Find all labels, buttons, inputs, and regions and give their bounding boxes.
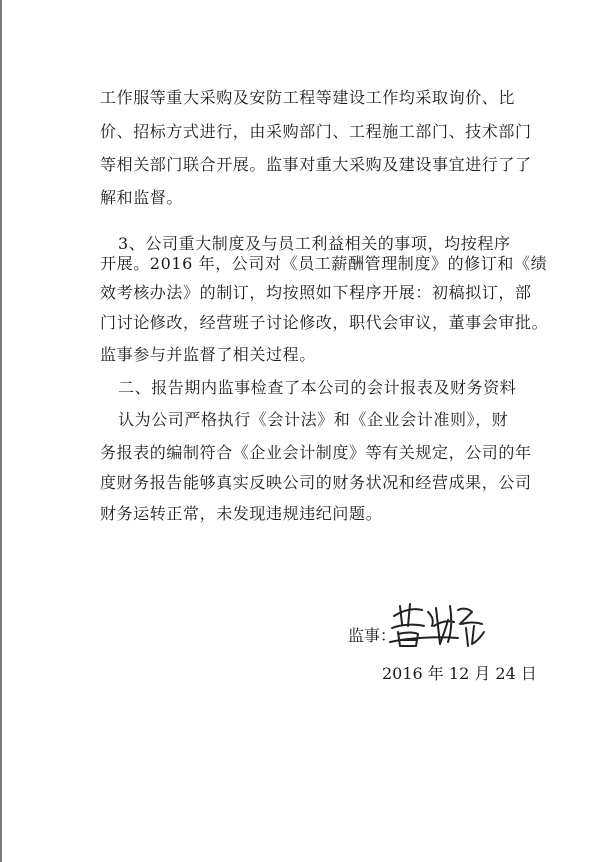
text-line: 二、报告期内监事检查了本公司的会计报表及财务资料 [118,378,517,397]
signer-label: 监事： [348,626,397,645]
text-line: 门讨论修改，经营班子讨论修改，职代会审议，董事会审批。 [100,313,549,332]
text-line: 监事参与并监督了相关过程。 [100,345,316,364]
text-line: 工作服等重大采购及安防工程等建设工作均采取询价、比 [100,88,516,107]
scan-edge [0,0,2,862]
text-line: 认为公司严格执行《会计法》和《企业会计准则》，财 [118,410,509,429]
document-date: 2016 年 12 月 24 日 [382,664,537,683]
text-line: 度财务报告能够真实反映公司的财务状况和经营成果，公司 [100,473,532,492]
text-line: 务报表的编制符合《企业会计制度》等有关规定，公司的年 [100,443,532,462]
signature-icon [388,598,490,650]
text-line: 价、招标方式进行，由采购部门、工程施工部门、技术部门 [100,122,532,141]
text-line: 效考核办法》的制订，均按照如下程序开展：初稿拟订，部 [100,283,532,302]
text-line: 财务运转正常，未发现违规违纪问题。 [100,504,383,523]
text-line: 开展。2016 年，公司对《员工薪酬管理制度》的修订和《绩 [100,254,548,273]
text-line: 3、公司重大制度及与员工利益相关的事项，均按程序 [118,234,511,253]
text-line: 等相关部门联合开展。监事对重大采购及建设事宜进行了了 [100,155,532,174]
text-line: 解和监督。 [100,188,184,207]
